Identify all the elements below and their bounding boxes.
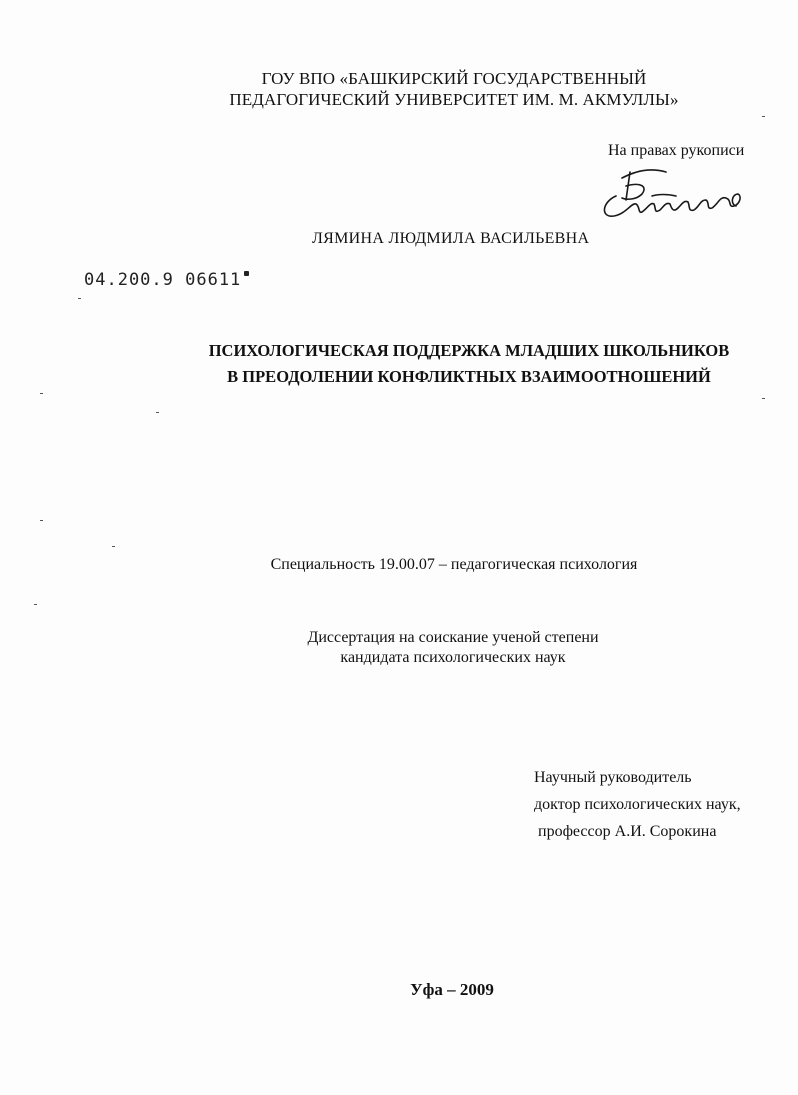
scan-speck <box>762 116 765 117</box>
degree-line-2: кандидата психологических наук <box>340 649 566 666</box>
stamp-number: 04.200.9 06611 <box>84 270 242 290</box>
scan-speck <box>40 393 43 394</box>
scan-speck <box>156 412 159 413</box>
manuscript-note: На правах рукописи <box>608 142 745 159</box>
title-line-2: В ПРЕОДОЛЕНИИ КОНФЛИКТНЫХ ВЗАИМООТНОШЕНИЙ <box>227 367 711 386</box>
scan-speck <box>40 520 43 521</box>
dissertation-title <box>0 338 798 390</box>
specialty-text: Специальность 19.00.07 – педагогическая психология <box>270 556 638 573</box>
scan-speck <box>762 398 765 399</box>
institution-line-1: ГОУ ВПО «БАШКИРСКИЙ ГОСУДАРСТВЕННЫЙ <box>261 69 647 88</box>
title-line-1: ПСИХОЛОГИЧЕСКАЯ ПОДДЕРЖКА МЛАДШИХ ШКОЛЬНИКОВ <box>208 341 730 360</box>
degree-statement <box>0 628 798 668</box>
supervisor-line-1: Научный руководитель <box>534 769 692 786</box>
signature-icon <box>592 156 752 226</box>
degree-line-1: Диссертация на соискание ученой степени <box>307 629 599 646</box>
scan-speck <box>112 546 115 547</box>
stamp-dot-icon <box>244 271 249 276</box>
supervisor-block <box>534 764 741 845</box>
institution-header <box>0 68 798 110</box>
author-name: ЛЯМИНА ЛЮДМИЛА ВАСИЛЬЕВНА <box>312 230 590 247</box>
city-year-text: Уфа – 2009 <box>410 980 494 999</box>
library-stamp <box>84 270 249 290</box>
scan-speck <box>78 298 81 299</box>
specialty <box>0 556 798 574</box>
institution-line-2: ПЕДАГОГИЧЕСКИЙ УНИВЕРСИТЕТ ИМ. М. АКМУЛЛЫ» <box>229 90 679 109</box>
supervisor-line-2: доктор психологических наук, <box>534 796 741 813</box>
city-year <box>0 980 798 1000</box>
supervisor-line-3: профессор А.И. Сорокина <box>538 823 717 840</box>
scan-speck <box>34 604 37 605</box>
